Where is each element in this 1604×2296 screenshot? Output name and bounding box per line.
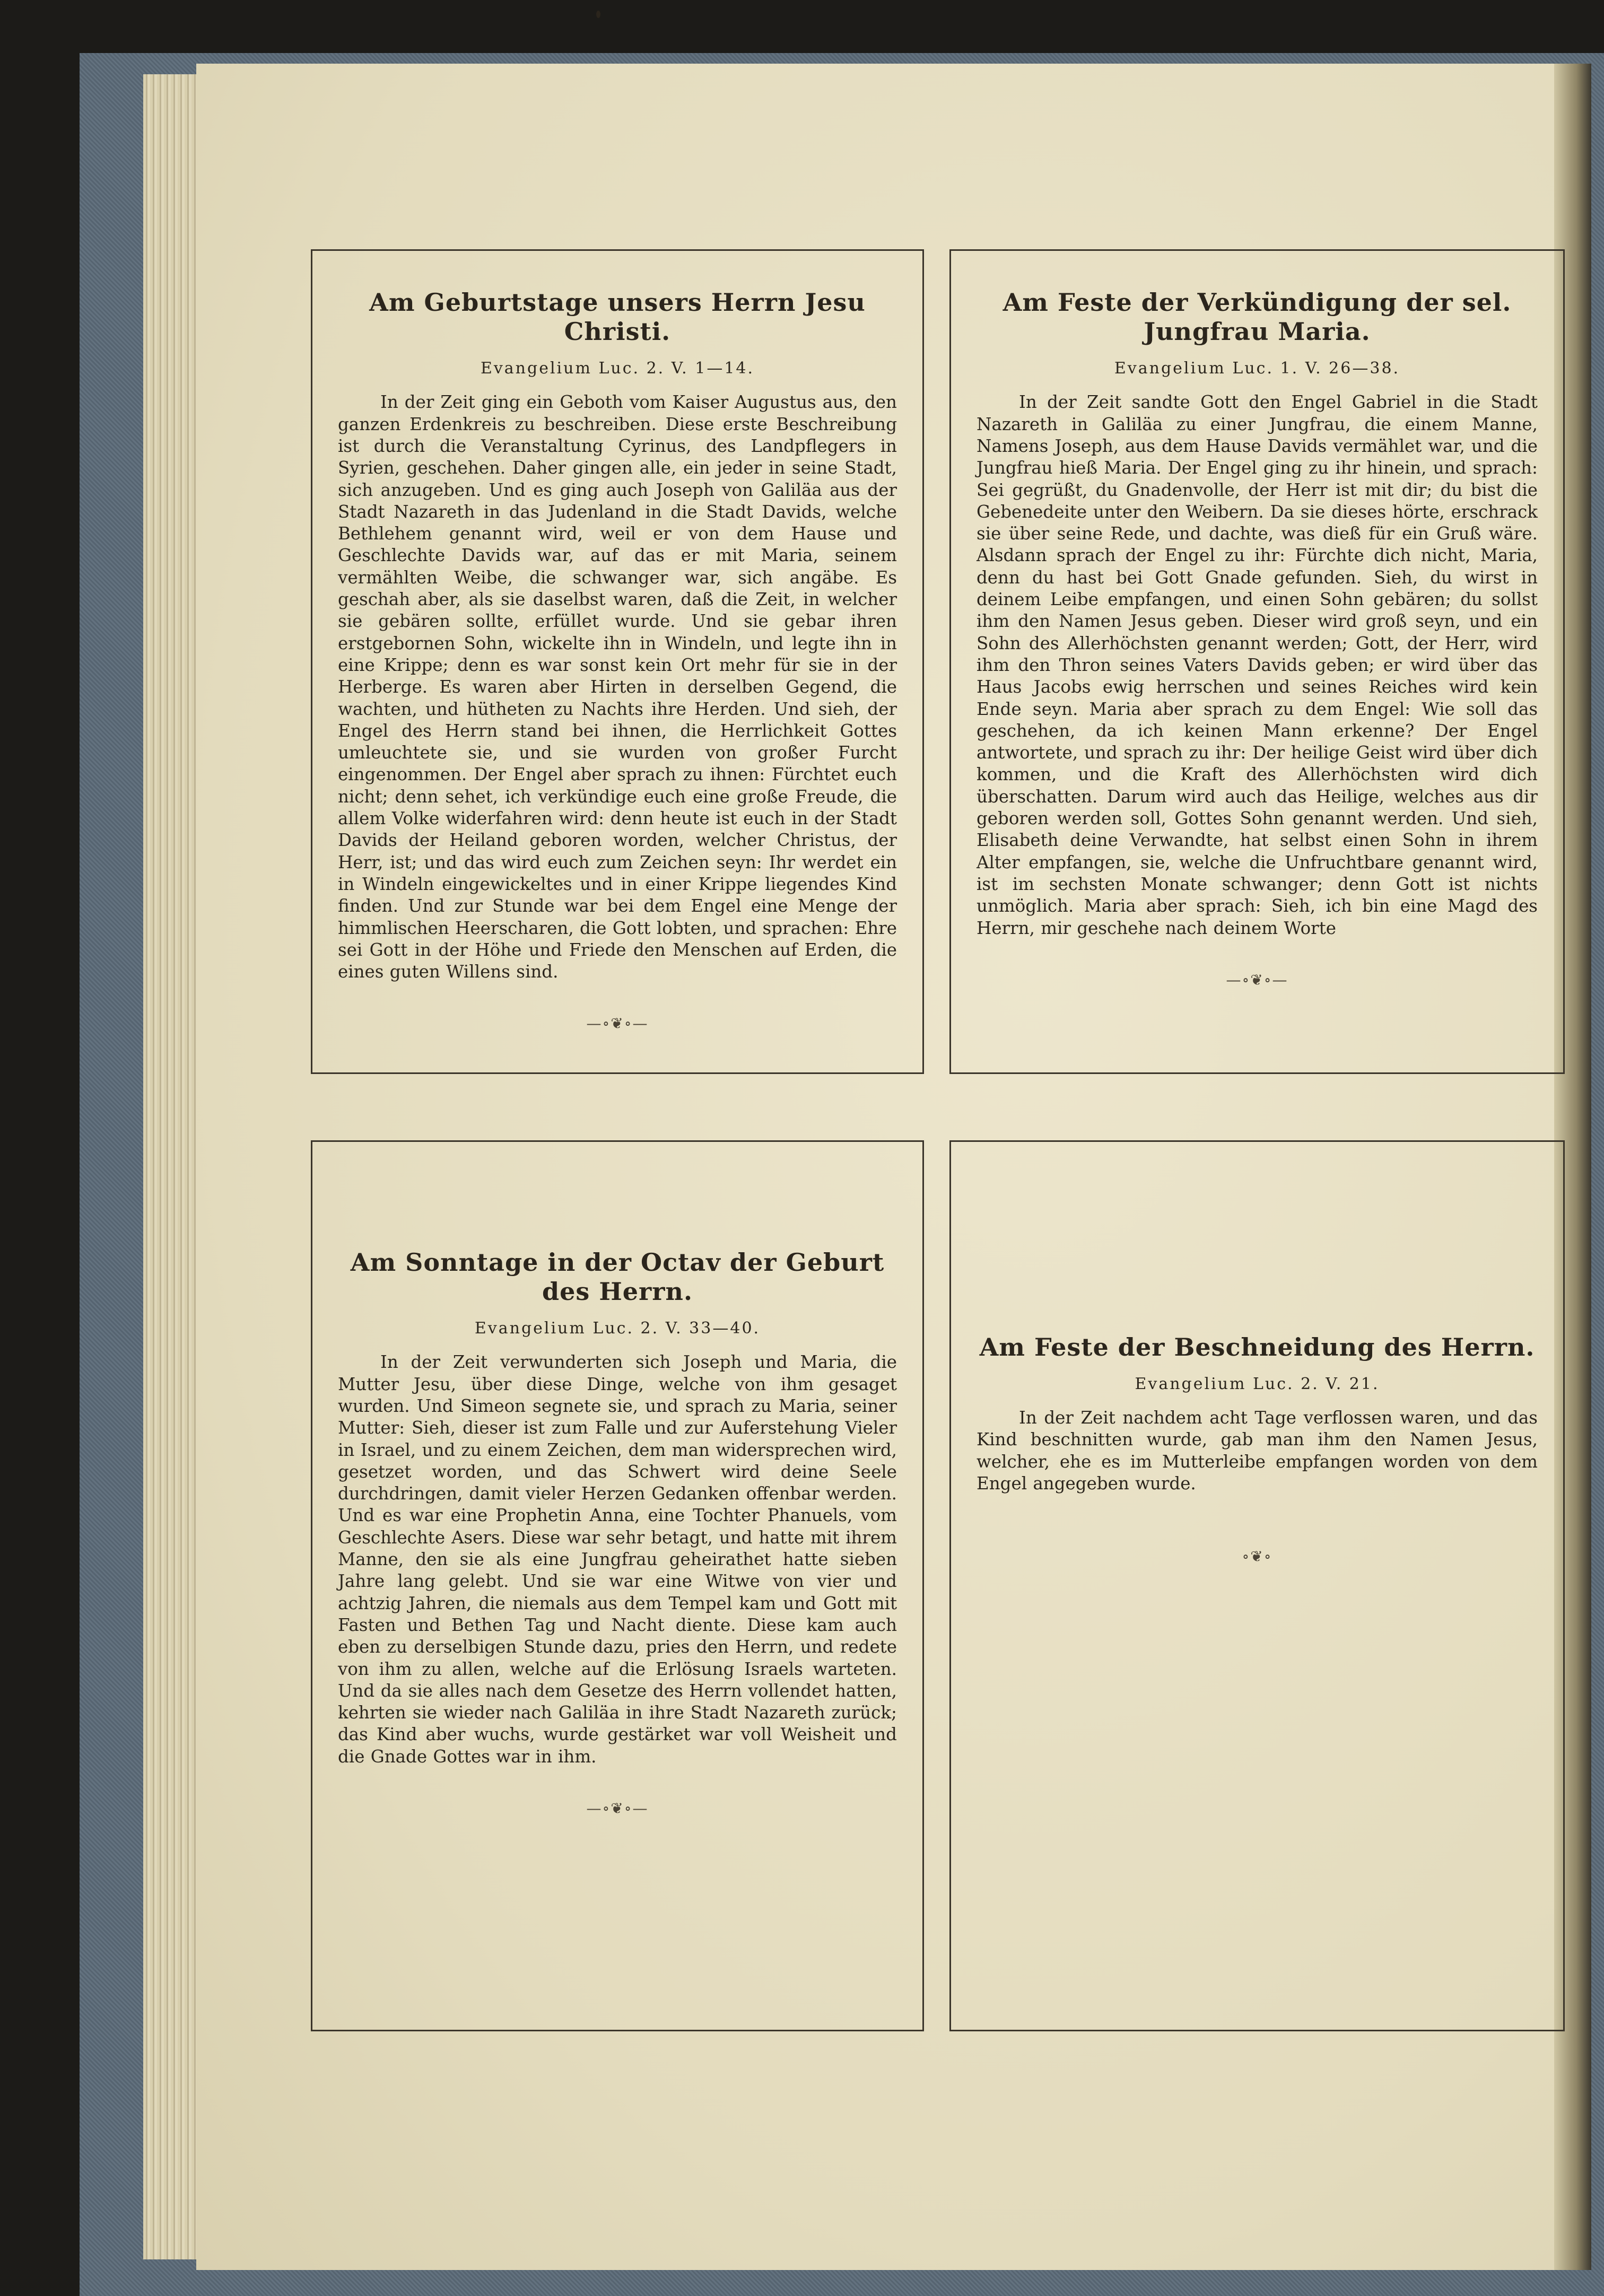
- gospel-text: In der Zeit ging ein Geboth vom Kaiser Augustus aus, den ganzen Erdenkreis zu beschreiben. Diese erste Beschreibung ist durch die Veranstaltung Cyrinus, des Landpflegers in Syrien, geschehen. Daher gingen alle, ein jeder in seine Stadt, sich anzugeben. Und es ging auch Joseph von Galiläa aus der Stadt Nazareth in das Judenland in die Stadt Davids, welche Bethlehem genannt wird, weil er von dem Hause und Geschlechte Davids war, auf das er mit Maria, seinem vermählten Weibe, die schwanger war, sich angäbe. Es geschah aber, als sie daselbst waren, daß die Zeit, in welcher sie gebären sollte, erfüllet wurde. Und sie gebar ihren erstgebornen Sohn, wickelte ihn in Windeln, und legte ihn in eine Krippe; denn es war sonst kein Ort mehr für sie in der Herberge. Es waren aber Hirten in derselben Gegend, die wachten, und hütheten zu Nachts ihre Herden. Und sieh, der Engel des Herrn stand bei ihnen, die Herrlichkeit Gottes umleuchtete sie, und sie wurden von großer Furcht eingenommen. Der Engel aber sprach zu ihnen: Fürchtet euch nicht; denn sehet, ich verkündige euch eine große Freude, die allem Volke widerfahren wird: denn heute ist euch in der Stadt Davids der Heiland geboren worden, welcher Christus, der Herr, ist; und das wird euch zum Zeichen seyn: Ihr werdet ein in Windeln eingewickeltes und in einer Krippe liegendes Kind finden. Und zur Stunde war bei dem Engel eine Menge der himmlischen Heerscharen, die Gott lobten, und sprachen: Ehre sei Gott in der Höhe und Friede den Menschen auf Erden, die eines guten Willens sind.: [338, 392, 897, 982]
- ornament-divider: —∘❦∘—: [586, 1800, 649, 1818]
- gospel-reference: Evangelium Luc. 2. V. 21.: [1135, 1375, 1380, 1394]
- panel-title: Am Feste der Verkündigung der sel. Jungfrau Maria.: [1003, 288, 1512, 346]
- ornament-divider: ∘❦∘: [1242, 1548, 1272, 1566]
- gospel-text: In der Zeit verwunderten sich Joseph und Maria, die Mutter Jesu, über diese Dinge, welche von ihm gesaget wurden. Und Simeon segnete sie, und sprach zu Maria, seiner Mutter: Sieh, dieser ist zum Falle und zur Auferstehung Vieler in Israel, und zu einem Zeichen, dem man widersprechen wird, gesetzet worden, und das Schwert wird deine Seele durchdringen, damit vieler Herzen Gedanken offenbar werden. Und es war eine Prophetin Anna, eine Tochter Phanuels, vom Geschlechte Asers. Diese war sehr betagt, und hatte mit ihrem Manne, den sie als eine Jungfrau geheirathet hatte sieben Jahre lang gelebt. Und sie war eine Witwe von vier und achtzig Jahren, die niemals aus dem Tempel kam und Gott mit Fasten und Bethen Tag und Nacht diente. Diese kam auch eben zu derselbigen Stunde dazu, pries den Herrn, und redete von ihm zu allen, welche auf die Erlösung Israels warteten. Und da sie alles nach dem Gesetze des Herrn vollendet hatten, kehrten sie wieder nach Galiläa in ihre Stadt Nazareth zurück; das Kind aber wuchs, wurde gestärket war voll Weisheit und die Gnade Gottes war in ihm.: [338, 1352, 897, 1767]
- panel-title: Am Feste der Beschneidung des Herrn.: [979, 1333, 1535, 1361]
- gospel-reference: Evangelium Luc. 2. V. 1—14.: [480, 359, 755, 378]
- gospel-text: In der Zeit sandte Gott den Engel Gabriel in die Stadt Nazareth in Galiläa zu einer Jungfrau, die einem Manne, Namens Joseph, aus dem Hause Davids vermählet war, und die Jungfrau hieß Maria. Der Engel ging zu ihr hinein, und sprach: Sei gegrüßt, du Gnadenvolle, der Herr ist mit dir; du bist die Gebenedeite unter den Weibern. Da sie dieses hörte, erschrack sie über seine Rede, und dachte, was dieß für ein Gruß wäre. Alsdann sprach der Engel zu ihr: Fürchte dich nicht, Maria, denn du hast bei Gott Gnade gefunden. Sieh, du wirst in deinem Leibe empfangen, und einen Sohn gebären; du sollst ihm den Namen Jesus geben. Dieser wird groß seyn, und ein Sohn des Allerhöchsten genannt werden; Gott, der Herr, wird ihm den Thron seines Vaters Davids geben; er wird über das Haus Jacobs ewig herrschen und seines Reiches wird kein Ende seyn. Maria aber sprach zu dem Engel: Wie soll das geschehen, da ich keinen Mann erkenne? Der Engel antwortete, und sprach zu ihr: Der heilige Geist wird über dich kommen, und die Kraft des Allerhöchsten wird dich überschatten. Darum wird auch das Heilige, welches aus dir geboren werden soll, Gottes Sohn genannt werden. Und sieh, Elisabeth deine Verwandte, hat selbst einen Sohn in ihrem Alter empfangen, sie, welche die Unfruchtbare genannt wird, ist im sechsten Monate schwanger; denn Gott ist nichts unmöglich. Maria aber sprach: Sieh, ich bin eine Magd des Herrn, mir geschehe nach deinem Worte: [977, 392, 1538, 938]
- gospel-reference: Evangelium Luc. 1. V. 26—38.: [1114, 359, 1400, 378]
- gospel-text: In der Zeit nachdem acht Tage verflossen waren, und das Kind beschnitten wurde, gab man ihm den Namen Jesus, welcher, ehe es im Mutterleibe empfangen worden von dem Engel angegeben wurde.: [977, 1408, 1538, 1494]
- gospel-panel-annunciation: [949, 249, 1565, 1074]
- gospel-panel-circumcision: [949, 1140, 1565, 2031]
- panel-title: Am Sonntage in der Octav der Geburt des Herrn.: [350, 1248, 885, 1306]
- ornament-divider: —∘❦∘—: [1226, 971, 1288, 989]
- ink-speck: [596, 11, 600, 18]
- gospel-panel-nativity: [311, 249, 924, 1074]
- panel-title: Am Geburtstage unsers Herrn Jesu Christi.: [369, 288, 866, 346]
- gospel-panel-octave: [311, 1140, 924, 2031]
- book-page: [196, 64, 1591, 2270]
- gospel-reference: Evangelium Luc. 2. V. 33—40.: [474, 1319, 761, 1338]
- ornament-divider: —∘❦∘—: [586, 1015, 649, 1033]
